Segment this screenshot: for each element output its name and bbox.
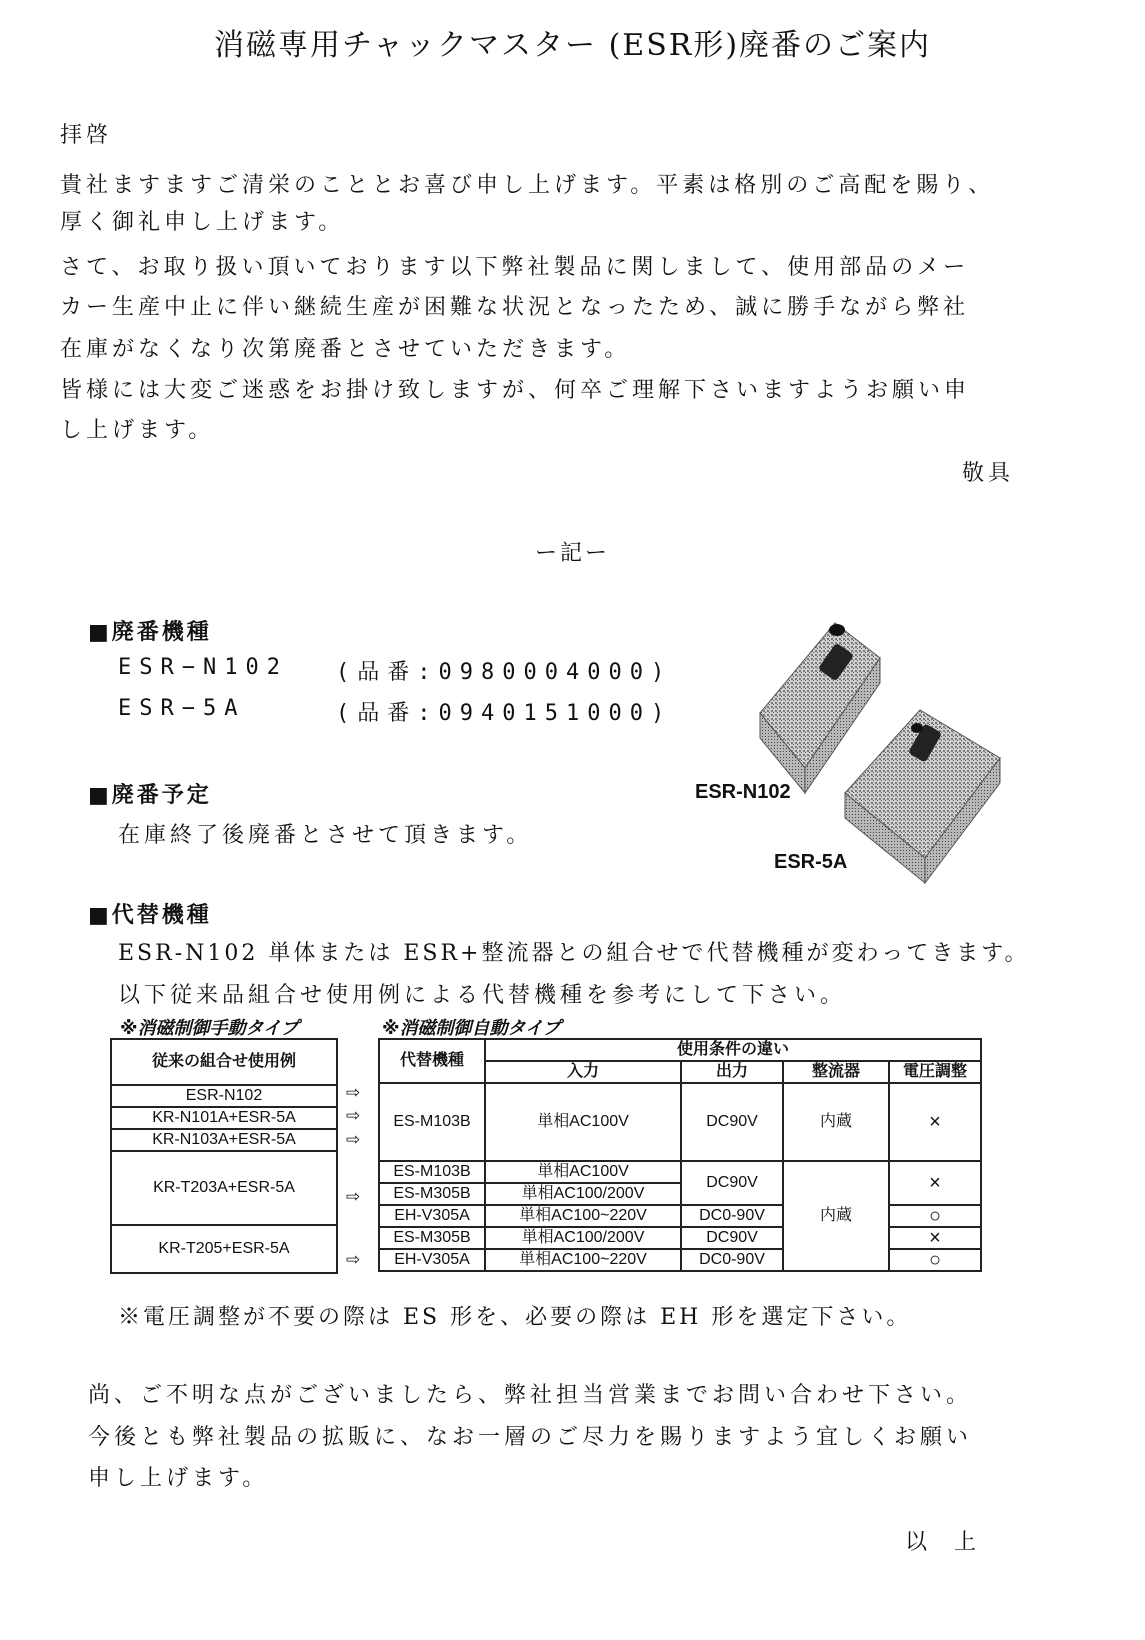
body-line: し上げます。 — [60, 418, 215, 443]
table-cell: × — [889, 1083, 981, 1161]
table-cell: 単相AC100V — [485, 1161, 681, 1183]
closing-keigu: 敬具 — [962, 461, 1015, 486]
model-part-number: (品番:0940151000) — [336, 701, 673, 726]
table-cell: ES-M305B — [379, 1183, 485, 1205]
table-cell: DC0-90V — [681, 1205, 783, 1227]
previous-combination-table — [110, 1038, 338, 1274]
table-cell: 単相AC100~220V — [485, 1205, 681, 1227]
table-cell: EH-V305A — [379, 1205, 485, 1227]
closing-line: 尚、ご不明な点がございましたら、弊社担当営業までお問い合わせ下さい。 — [88, 1383, 973, 1408]
table-cell: 内蔵 — [783, 1161, 889, 1271]
section-heading-discontinued-models: ■廃番機種 — [88, 619, 212, 645]
table-cell: KR-T203A+ESR-5A — [111, 1151, 337, 1225]
section-heading-schedule: ■廃番予定 — [88, 782, 212, 808]
arrow-icon: ⇨ — [346, 1130, 361, 1150]
table-cell: DC90V — [681, 1083, 783, 1161]
table-cell: 内蔵 — [783, 1083, 889, 1161]
table-cell: DC90V — [681, 1227, 783, 1249]
table-cell: ES-M103B — [379, 1161, 485, 1183]
model-name: ESR−N102 — [118, 655, 288, 680]
table-cell: ES-M305B — [379, 1227, 485, 1249]
model-part-number: (品番:0980004000) — [336, 660, 673, 685]
table-cell: ○ — [889, 1249, 981, 1271]
table-cell: KR-T205+ESR-5A — [111, 1225, 337, 1273]
table-cell: DC0-90V — [681, 1249, 783, 1271]
table-cell: × — [889, 1227, 981, 1249]
photo-label-esr-n102: ESR-N102 — [695, 781, 791, 803]
esr-n102-unit — [760, 623, 880, 793]
closing-line: 今後とも弊社製品の拡販に、なお一層のご尽力を賜りますよう宜しくお願い — [88, 1425, 973, 1450]
table-cell: 単相AC100/200V — [485, 1227, 681, 1249]
table-subheader-voltage: 電圧調整 — [889, 1061, 981, 1083]
table-cell: 単相AC100~220V — [485, 1249, 681, 1271]
table-header-conditions: 使用条件の違い — [485, 1039, 981, 1061]
arrow-icon: ⇨ — [346, 1187, 361, 1207]
arrow-icon: ⇨ — [346, 1250, 361, 1270]
table-subheader-input: 入力 — [485, 1061, 681, 1083]
table-cell: × — [889, 1161, 981, 1205]
table-subheader-output: 出力 — [681, 1061, 783, 1083]
page-title: 消磁専用チャックマスター (ESR形)廃番のご案内 — [213, 28, 932, 63]
greeting: 拝啓 — [60, 123, 113, 148]
body-line: 皆様には大変ご迷惑をお掛け致しますが、何卒ご理解下さいますようお願い申 — [60, 378, 971, 403]
table-cell: EH-V305A — [379, 1249, 485, 1271]
final-closing: 以 上 — [905, 1530, 986, 1555]
body-line: さて、お取り扱い頂いております以下弊社製品に関しまして、使用部品のメー — [60, 255, 970, 280]
replacement-text: ESR-N102 単体または ESR+整流器との組合せで代替機種が変わってきます。 — [118, 941, 1030, 966]
body-line: 在庫がなくなり次第廃番とさせていただきます。 — [60, 337, 631, 362]
table-cell: DC90V — [681, 1161, 783, 1205]
body-line: 貴社ますますご清栄のこととお喜び申し上げます。平素は格別のご高配を賜り、 — [60, 173, 995, 198]
table-cell: 単相AC100V — [485, 1083, 681, 1161]
model-name: ESR−5A — [118, 696, 246, 721]
arrow-icon: ⇨ — [346, 1106, 361, 1126]
replacement-model-table — [378, 1038, 982, 1272]
table-subheader-rectifier: 整流器 — [783, 1061, 889, 1083]
table-cell: ESR-N102 — [111, 1085, 337, 1107]
product-photo — [755, 618, 1005, 888]
table-header-model: 代替機種 — [379, 1039, 485, 1083]
table-cell: KR-N103A+ESR-5A — [111, 1129, 337, 1151]
table-cell: 単相AC100/200V — [485, 1183, 681, 1205]
table-header-previous: 従来の組合せ使用例 — [111, 1039, 337, 1085]
table-cell: KR-N101A+ESR-5A — [111, 1107, 337, 1129]
arrow-icon: ⇨ — [346, 1083, 361, 1103]
table-cell: ES-M103B — [379, 1083, 485, 1161]
replacement-text: 以下従来品組合せ使用例による代替機種を参考にして下さい。 — [118, 983, 847, 1008]
photo-label-esr-5a: ESR-5A — [774, 851, 848, 873]
table-note: ※電圧調整が不要の際は ES 形を、必要の際は EH 形を選定下さい。 — [118, 1305, 912, 1330]
body-line: カー生産中止に伴い継続生産が困難な状況となったため、誠に勝手ながら弊社 — [60, 295, 970, 320]
body-line: 厚く御礼申し上げます。 — [60, 210, 345, 235]
table-caption-auto: ※消磁制御自動タイプ — [382, 1018, 561, 1038]
closing-line: 申し上げます。 — [88, 1466, 269, 1491]
table-caption-manual: ※消磁制御手動タイプ — [120, 1018, 299, 1038]
schedule-text: 在庫終了後廃番とさせて頂きます。 — [118, 823, 533, 848]
ki-marker: ー記ー — [534, 541, 610, 566]
table-cell: ○ — [889, 1205, 981, 1227]
esr-5a-unit — [845, 710, 1000, 883]
section-heading-replacement: ■代替機種 — [88, 902, 212, 928]
